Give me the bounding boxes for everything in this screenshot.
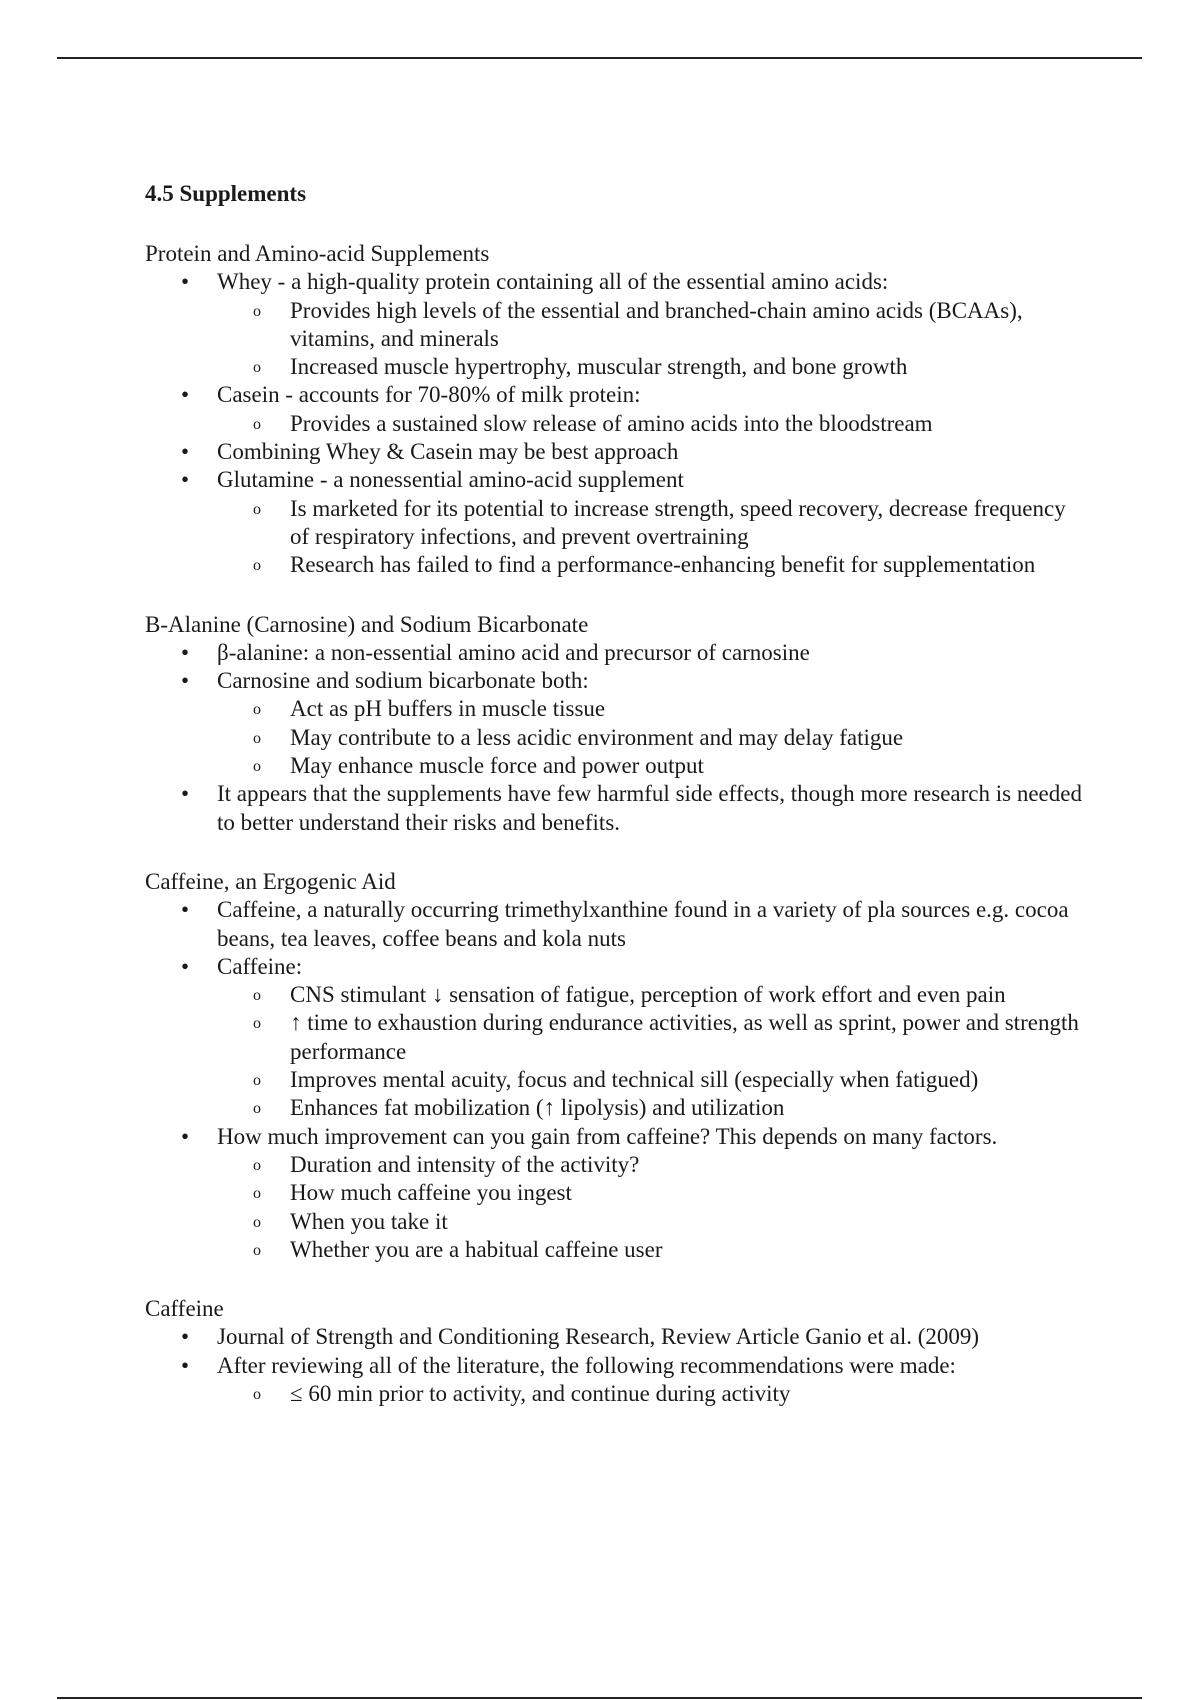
sub-bullet-list — [217, 1151, 1085, 1264]
hollow-bullet-icon: o — [253, 500, 261, 518]
sub-list-item — [145, 981, 1085, 1009]
bullet-list — [145, 268, 1085, 579]
sub-list-item-text: Is marketed for its potential to increase strength, speed recovery, decrease frequency of respiratory infections, and prevent overtraining — [290, 495, 1066, 549]
hollow-bullet-icon: o — [253, 1213, 261, 1231]
sub-list-item-text: When you take it — [290, 1208, 448, 1234]
list-item — [145, 780, 1085, 837]
sub-list-item-text: Act as pH buffers in muscle tissue — [290, 696, 606, 722]
hollow-bullet-icon: o — [253, 557, 261, 575]
list-item-text: Whey - a high-quality protein containing all of the essential amino acids: — [217, 269, 889, 295]
sub-list-item-text: ≤ 60 min prior to activity, and continue during activity — [290, 1380, 791, 1406]
bottom-rule — [57, 1697, 1142, 1699]
sub-list-item — [145, 1236, 1085, 1264]
bullet-icon: • — [181, 953, 190, 979]
sub-list-item — [145, 551, 1085, 579]
sub-list-item — [145, 1066, 1085, 1094]
bullet-icon: • — [181, 1352, 190, 1378]
list-item-text: It appears that the supplements have few harmful side effects, though more research is needed to better understand their risks and benefits. — [217, 781, 1082, 835]
list-item — [145, 268, 1085, 381]
list-item — [145, 1323, 1085, 1351]
sub-bullet-list — [217, 695, 1085, 780]
bullet-icon: • — [181, 897, 190, 923]
document-body — [145, 180, 1085, 1408]
bullet-icon: • — [181, 467, 190, 493]
sub-list-item-text: How much caffeine you ingest — [290, 1180, 572, 1206]
page-title: 4.5 Supplements — [145, 181, 307, 206]
top-rule — [57, 57, 1142, 59]
list-item — [145, 381, 1085, 438]
sections-container — [145, 240, 1085, 1408]
sub-list-item-text: May contribute to a less acidic environment and may delay fatigue — [290, 724, 904, 750]
bullet-icon: • — [181, 439, 190, 465]
hollow-bullet-icon: o — [253, 987, 261, 1005]
hollow-bullet-icon: o — [253, 1241, 261, 1259]
sub-list-item — [145, 410, 1085, 438]
sub-list-item — [145, 1009, 1085, 1066]
sub-list-item — [145, 752, 1085, 780]
sub-list-item — [145, 1094, 1085, 1122]
sub-list-item — [145, 695, 1085, 723]
sub-list-item-text: Provides a sustained slow release of amino acids into the bloodstream — [290, 410, 933, 436]
list-item-text: Glutamine - a nonessential amino-acid supplement — [217, 467, 684, 493]
hollow-bullet-icon: o — [253, 302, 261, 320]
bullet-icon: • — [181, 668, 190, 694]
hollow-bullet-icon: o — [253, 1100, 261, 1118]
hollow-bullet-icon: o — [253, 1385, 261, 1403]
hollow-bullet-icon: o — [253, 758, 261, 776]
sub-bullet-list — [217, 297, 1085, 382]
sub-list-item-text: May enhance muscle force and power output — [290, 753, 704, 779]
sub-list-item-text: Enhances fat mobilization (↑ lipolysis) and utilization — [290, 1095, 785, 1121]
sub-list-item-text: CNS stimulant ↓ sensation of fatigue, perception of work effort and even pain — [290, 982, 1006, 1008]
list-item — [145, 639, 1085, 667]
list-item — [145, 466, 1085, 579]
section-heading: Protein and Amino-acid Supplements — [145, 241, 490, 266]
sub-bullet-list — [217, 410, 1085, 438]
bullet-icon: • — [181, 1324, 190, 1350]
sub-list-item-text: Provides high levels of the essential and branched-chain amino acids (BCAAs), vitamins, and minerals — [290, 297, 1023, 351]
sub-list-item-text: Improves mental acuity, focus and technical sill (especially when fatigued) — [290, 1067, 979, 1093]
hollow-bullet-icon: o — [253, 1072, 261, 1090]
sub-bullet-list — [217, 495, 1085, 580]
hollow-bullet-icon: o — [253, 359, 261, 377]
section-heading: Caffeine, an Ergogenic Aid — [145, 868, 396, 894]
hollow-bullet-icon: o — [253, 1015, 261, 1033]
section — [145, 868, 1085, 1264]
sub-list-item — [145, 724, 1085, 752]
list-item-text: Journal of Strength and Conditioning Research, Review Article Ganio et al. (2009) — [217, 1324, 980, 1350]
list-item — [145, 1352, 1085, 1409]
bullet-icon: • — [181, 269, 190, 295]
section — [145, 611, 1085, 837]
list-item-text: How much improvement can you gain from caffeine? This depends on many factors. — [217, 1123, 998, 1149]
sub-list-item-text: Research has failed to find a performance-enhancing benefit for supplementation — [290, 552, 1036, 578]
hollow-bullet-icon: o — [253, 701, 261, 719]
list-item-text: Caffeine: — [217, 953, 303, 979]
sub-list-item — [145, 495, 1085, 552]
sub-list-item — [145, 1179, 1085, 1207]
list-item-text: Combining Whey & Casein may be best approach — [217, 439, 679, 465]
bullet-icon: • — [181, 639, 190, 665]
list-item — [145, 667, 1085, 780]
list-item — [145, 953, 1085, 1123]
list-item — [145, 1123, 1085, 1264]
sub-bullet-list — [217, 981, 1085, 1122]
hollow-bullet-icon: o — [253, 415, 261, 433]
section-heading: Caffeine — [145, 1296, 224, 1322]
list-item-text: β-alanine: a non-essential amino acid and precursor of carnosine — [217, 639, 810, 665]
sub-list-item — [145, 353, 1085, 381]
sub-list-item — [145, 1151, 1085, 1179]
sub-list-item-text: Whether you are a habitual caffeine user — [290, 1236, 663, 1262]
hollow-bullet-icon: o — [253, 1156, 261, 1174]
sub-list-item — [145, 1380, 1085, 1408]
bullet-list — [145, 896, 1085, 1264]
list-item-text: Carnosine and sodium bicarbonate both: — [217, 668, 589, 694]
bullet-list — [145, 1323, 1085, 1408]
section — [145, 240, 1085, 580]
list-item-text: Caffeine, a naturally occurring trimethylxanthine found in a variety of pla sources e.g. cocoa beans, tea leaves, coffee beans and kola nuts — [217, 897, 1069, 951]
bullet-icon: • — [181, 382, 190, 408]
sub-list-item-text: ↑ time to exhaustion during endurance activities, as well as sprint, power and strength performance — [290, 1010, 1079, 1064]
section — [145, 1295, 1085, 1408]
hollow-bullet-icon: o — [253, 1185, 261, 1203]
bullet-list — [145, 639, 1085, 837]
section-heading: B-Alanine (Carnosine) and Sodium Bicarbonate — [145, 611, 589, 637]
sub-list-item-text: Duration and intensity of the activity? — [290, 1151, 640, 1177]
hollow-bullet-icon: o — [253, 729, 261, 747]
sub-list-item — [145, 297, 1085, 354]
list-item-text: After reviewing all of the literature, the following recommendations were made: — [217, 1352, 956, 1378]
list-item-text: Casein - accounts for 70-80% of milk protein: — [217, 382, 641, 408]
bullet-icon: • — [181, 781, 190, 807]
list-item — [145, 438, 1085, 466]
list-item — [145, 896, 1085, 953]
bullet-icon: • — [181, 1123, 190, 1149]
sub-list-item-text: Increased muscle hypertrophy, muscular strength, and bone growth — [290, 354, 908, 380]
sub-bullet-list — [217, 1380, 1085, 1408]
sub-list-item — [145, 1208, 1085, 1236]
